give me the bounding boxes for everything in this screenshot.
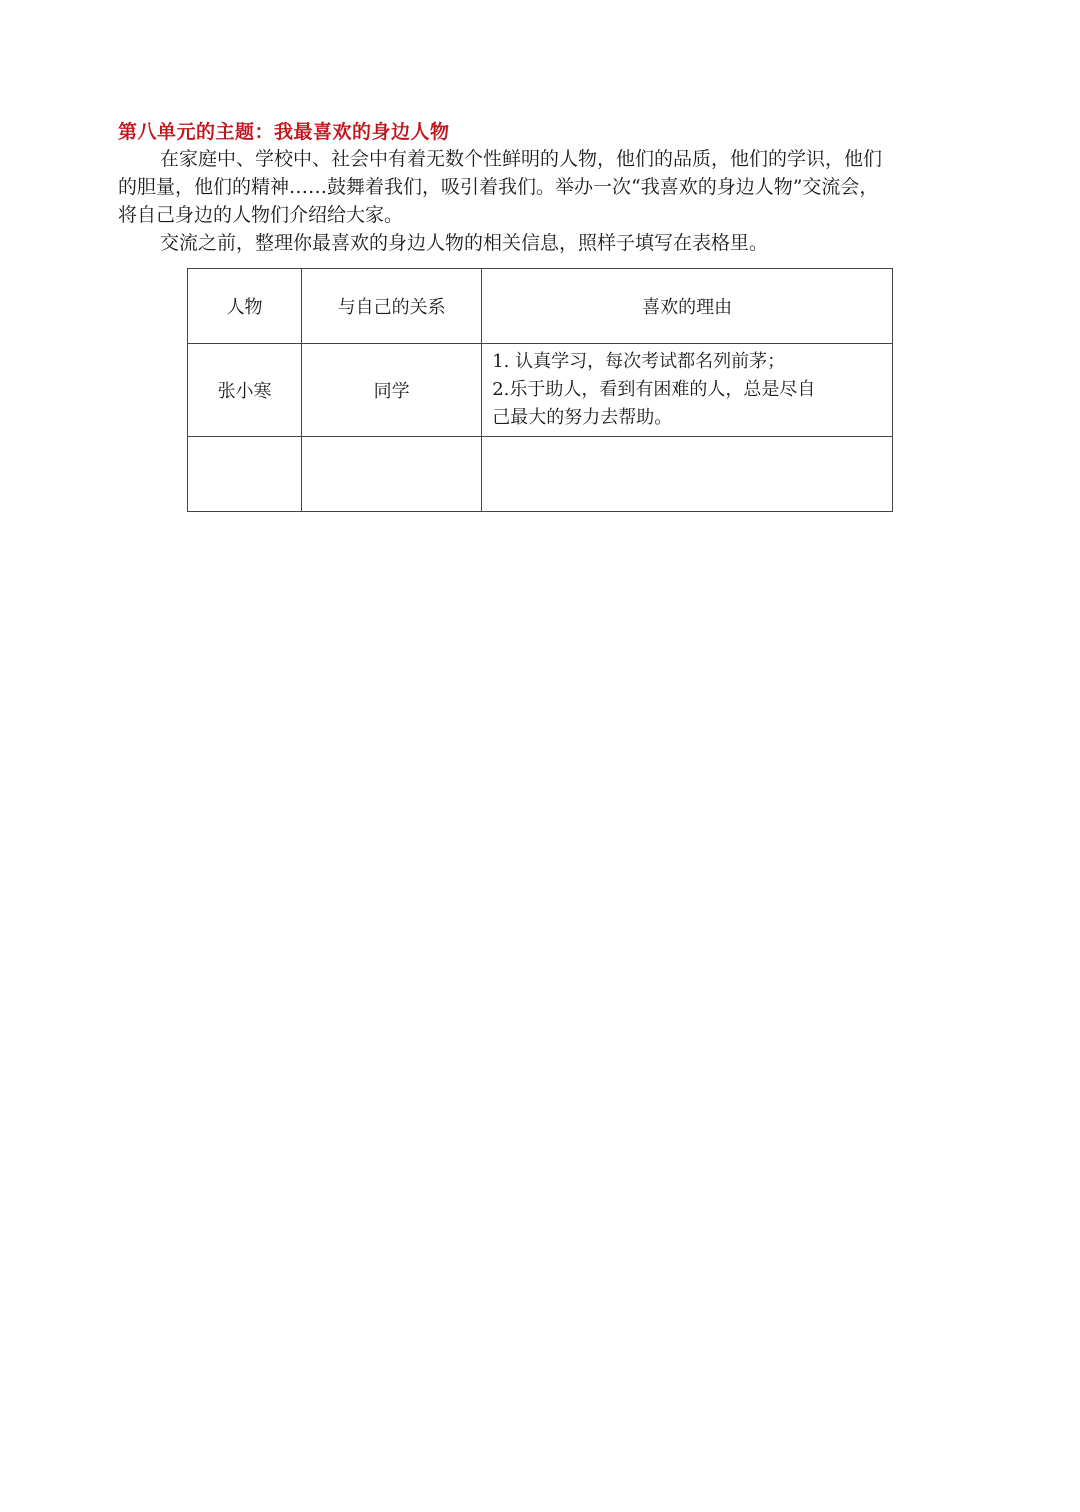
unit-theme-heading: 第八单元的主题：我最喜欢的身边人物 <box>118 121 450 143</box>
table-row-blank <box>188 437 893 512</box>
cell-person-example: 张小寒 <box>188 344 302 437</box>
header-reason: 喜欢的理由 <box>482 269 893 344</box>
instruction-line: 交流之前，整理你最喜欢的身边人物的相关信息，照样子填写在表格里。 <box>160 232 769 254</box>
reason-line-3: 己最大的努力去帮助。 <box>492 407 673 428</box>
header-person: 人物 <box>188 269 302 344</box>
cell-relation-example: 同学 <box>302 344 482 437</box>
cell-relation-blank[interactable] <box>302 437 482 512</box>
cell-reason-example <box>482 344 893 437</box>
intro-paragraph <box>118 145 968 229</box>
intro-line-3: 将自己身边的人物们介绍给大家。 <box>118 204 404 226</box>
table-header-row <box>188 269 893 344</box>
table-row-example <box>188 344 893 437</box>
header-relation: 与自己的关系 <box>302 269 482 344</box>
cell-person-blank[interactable] <box>188 437 302 512</box>
reason-line-2: 2.乐于助人，看到有困难的人，总是尽自 <box>492 379 816 400</box>
instruction-paragraph <box>118 229 968 257</box>
cell-reason-blank[interactable] <box>482 437 893 512</box>
favorite-person-table <box>187 268 893 512</box>
intro-line-1: 在家庭中、学校中、社会中有着无数个性鲜明的人物，他们的品质，他们的学识，他们 <box>160 148 883 170</box>
reason-line-1: 1. 认真学习，每次考试都名列前茅； <box>492 351 786 372</box>
intro-line-2: 的胆量，他们的精神……鼓舞着我们，吸引着我们。举办一次“我喜欢的身边人物”交流会， <box>118 176 879 198</box>
